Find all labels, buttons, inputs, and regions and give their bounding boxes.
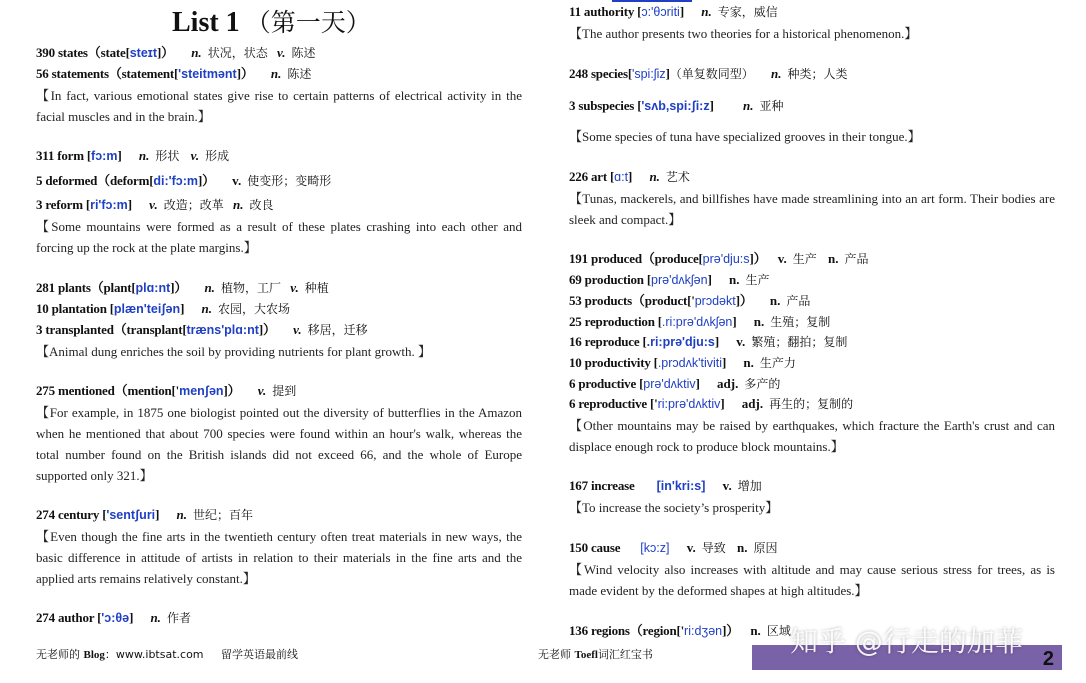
vocab-entry: 6 productive [prə'dʌktiv] adj. 多产的 (569, 376, 781, 391)
phonetic: menʃən (179, 384, 224, 398)
vocab-entry: 56 statements（statement['steitmənt]） n. 陈述 (36, 66, 312, 81)
vocab-entry: 281 plants（plant[plɑ:nt]） n. 植物，工厂 v. 种植 (36, 280, 329, 295)
vocab-entry: 5 deformed（deform[di:'fɔ:m]） v. 使变形；变畸形 (36, 173, 332, 188)
example-sentence: 【Tunas, mackerels, and billfishes have made streamlining into an art form. Their bodies are sleek and compact.】 (569, 191, 1055, 227)
vocab-entry: 275 mentioned（mention['menʃən]） v. 提到 (36, 383, 297, 398)
phonetic: ri:prə'dʌktiv (657, 397, 721, 411)
footer-left: 无老师的 Blog：www.ibtsat.com 留学英语最前线 (36, 648, 299, 661)
vocab-entry: 25 reproduction [.ri:prə'dʌkʃən] n. 生殖；复制 (569, 314, 831, 329)
vocab-entry: 150 cause [kɔ:z] v. 导致 n. 原因 (569, 540, 778, 555)
vocab-entry: 226 art [ɑ:t] n. 艺术 (569, 169, 690, 184)
phonetic: prɔdəkt (694, 294, 736, 308)
example-sentence: 【Even though the fine arts in the twentieth century often treat materials in new ways, the basic difference in attitude of artists in relation to their materials in the fine arts and the applied arts remains relatively constant.】 (36, 529, 522, 586)
phonetic: 'steitmənt (178, 67, 237, 81)
page-title: List 1 （第一天） (172, 7, 371, 38)
vocab-entry: 69 production [prə'dʌkʃən] n. 生产 (569, 272, 770, 287)
footer-right: 无老师 Toefl词汇红宝书 (538, 648, 653, 661)
phonetic: ɔ:'θɔriti (641, 5, 680, 19)
vocab-entry: 10 plantation [plæn'teiʃən] n. 农园，大农场 (36, 301, 290, 316)
example-sentence: 【In fact, various emotional states give rise to certain patterns of electrical activity in the facial muscles and in the brain.】 (36, 88, 522, 124)
phonetic: fɔ:m (91, 149, 118, 163)
watermark: 知乎 @行走的加菲 (790, 625, 1023, 658)
vocab-entry: 274 century ['sentʃuri] n. 世纪；百年 (36, 507, 254, 522)
phonetic: di:'fɔ:m (153, 174, 198, 188)
example-sentence: 【Wind velocity also increases with altitude and may cause serious stress for trees, as is made evident by the deformed shapes at high altitudes.】 (569, 562, 1055, 598)
vocab-entry: 136 regions（region['ri:dʒən]） n. 区域 (569, 623, 791, 638)
top-rule (612, 0, 692, 2)
phonetic: ri'fɔ:m (90, 198, 128, 212)
phonetic: .prɔdʌk'tiviti (657, 356, 723, 370)
example-sentence: 【The author presents two theories for a historical phenomenon.】 (569, 26, 918, 41)
example-sentence: 【For example, in 1875 one biologist pointed out the diversity of butterflies in the Amazon when he mentioned that about 700 species were found within an hour's walk, whereas the total number found on the British islands did not exceed 66, and the whole of Europe supported only 321.】 (36, 405, 522, 483)
phonetic: plæn'teiʃən (113, 302, 181, 316)
example-sentence: 【Some mountains were formed as a result of these plates crashing into each other and forcing up the rock at the plate margins.】 (36, 219, 522, 255)
phonetic: [kɔ:z] (640, 541, 670, 555)
vocab-entry: 167 increase [in'kri:s] v. 增加 (569, 478, 762, 493)
example-sentence: 【To increase the society’s prosperity】 (569, 500, 779, 515)
vocab-entry: 11 authority [ɔ:'θɔriti] n. 专家，威信 (569, 4, 778, 19)
vocab-entry: 3 transplanted（transplant[træns'plɑ:nt]） v. 移居，迁移 (36, 322, 368, 337)
vocab-entry: 3 subspecies ['sʌb,spi:ʃi:z] n. 亚种 (569, 98, 784, 113)
vocab-entry: 191 produced（produce[prə'dju:s]） v. 生产 n. 产品 (569, 251, 869, 266)
phonetic: træns'plɑ:nt (186, 323, 259, 337)
phonetic: ri:dʒən (684, 624, 723, 638)
phonetic: ɑ:t (614, 170, 629, 184)
phonetic: plɑ:nt (135, 281, 171, 295)
phonetic: steɪt (129, 46, 158, 60)
page-number: 2 (1042, 648, 1054, 670)
example-sentence: 【Other mountains may be raised by earthquakes, which fracture the Earth's crust and can displace enough rock to produce block mountains.】 (569, 418, 1055, 454)
vocab-entry: 311 form [fɔ:m] n. 形状 v. 形成 (36, 148, 230, 163)
vocab-entry: 248 species['spi:ʃiz]（单复数同型） n. 种类；人类 (569, 66, 848, 81)
vocab-entry: 16 reproduce [.ri:prə'dju:s] v. 繁殖；翻拍；复制 (569, 334, 848, 349)
vocab-entry: 274 author ['ɔ:θə] n. 作者 (36, 610, 191, 625)
phonetic: 'sentʃuri (106, 508, 156, 522)
phonetic: prə'dʌktiv (643, 377, 696, 391)
phonetic: prə'dʌkʃən (651, 273, 708, 287)
example-sentence: 【Some species of tuna have specialized grooves in their tongue.】 (569, 129, 921, 144)
phonetic: .ri:prə'dju:s (646, 335, 715, 349)
vocab-entry: 390 states（state[steɪt]） n. 状况，状态 v. 陈述 (36, 45, 316, 60)
phonetic: [in'kri:s] (656, 479, 706, 493)
vocab-entry: 3 reform [ri'fɔ:m] v. 改造；改革 n. 改良 (36, 197, 274, 212)
phonetic: 'ɔ:θə (101, 611, 130, 625)
page-title-cn: （第一天） (245, 8, 371, 37)
phonetic: 'sʌb,spi:ʃi:z (641, 99, 710, 113)
vocab-entry: 10 productivity [.prɔdʌk'tiviti] n. 生产力 (569, 355, 796, 370)
vocab-entry: 6 reproductive ['ri:prə'dʌktiv] adj. 再生的；复制的 (569, 396, 854, 411)
phonetic: 'spi:ʃiz (631, 67, 666, 81)
phonetic: .ri:prə'dʌkʃən (661, 315, 733, 329)
vocab-entry: 53 products（product['prɔdəkt]） n. 产品 (569, 293, 811, 308)
example-sentence: 【Animal dung enriches the soil by providing nutrients for plant growth. 】 (36, 344, 431, 359)
phonetic: prə'dju:s (702, 252, 750, 266)
